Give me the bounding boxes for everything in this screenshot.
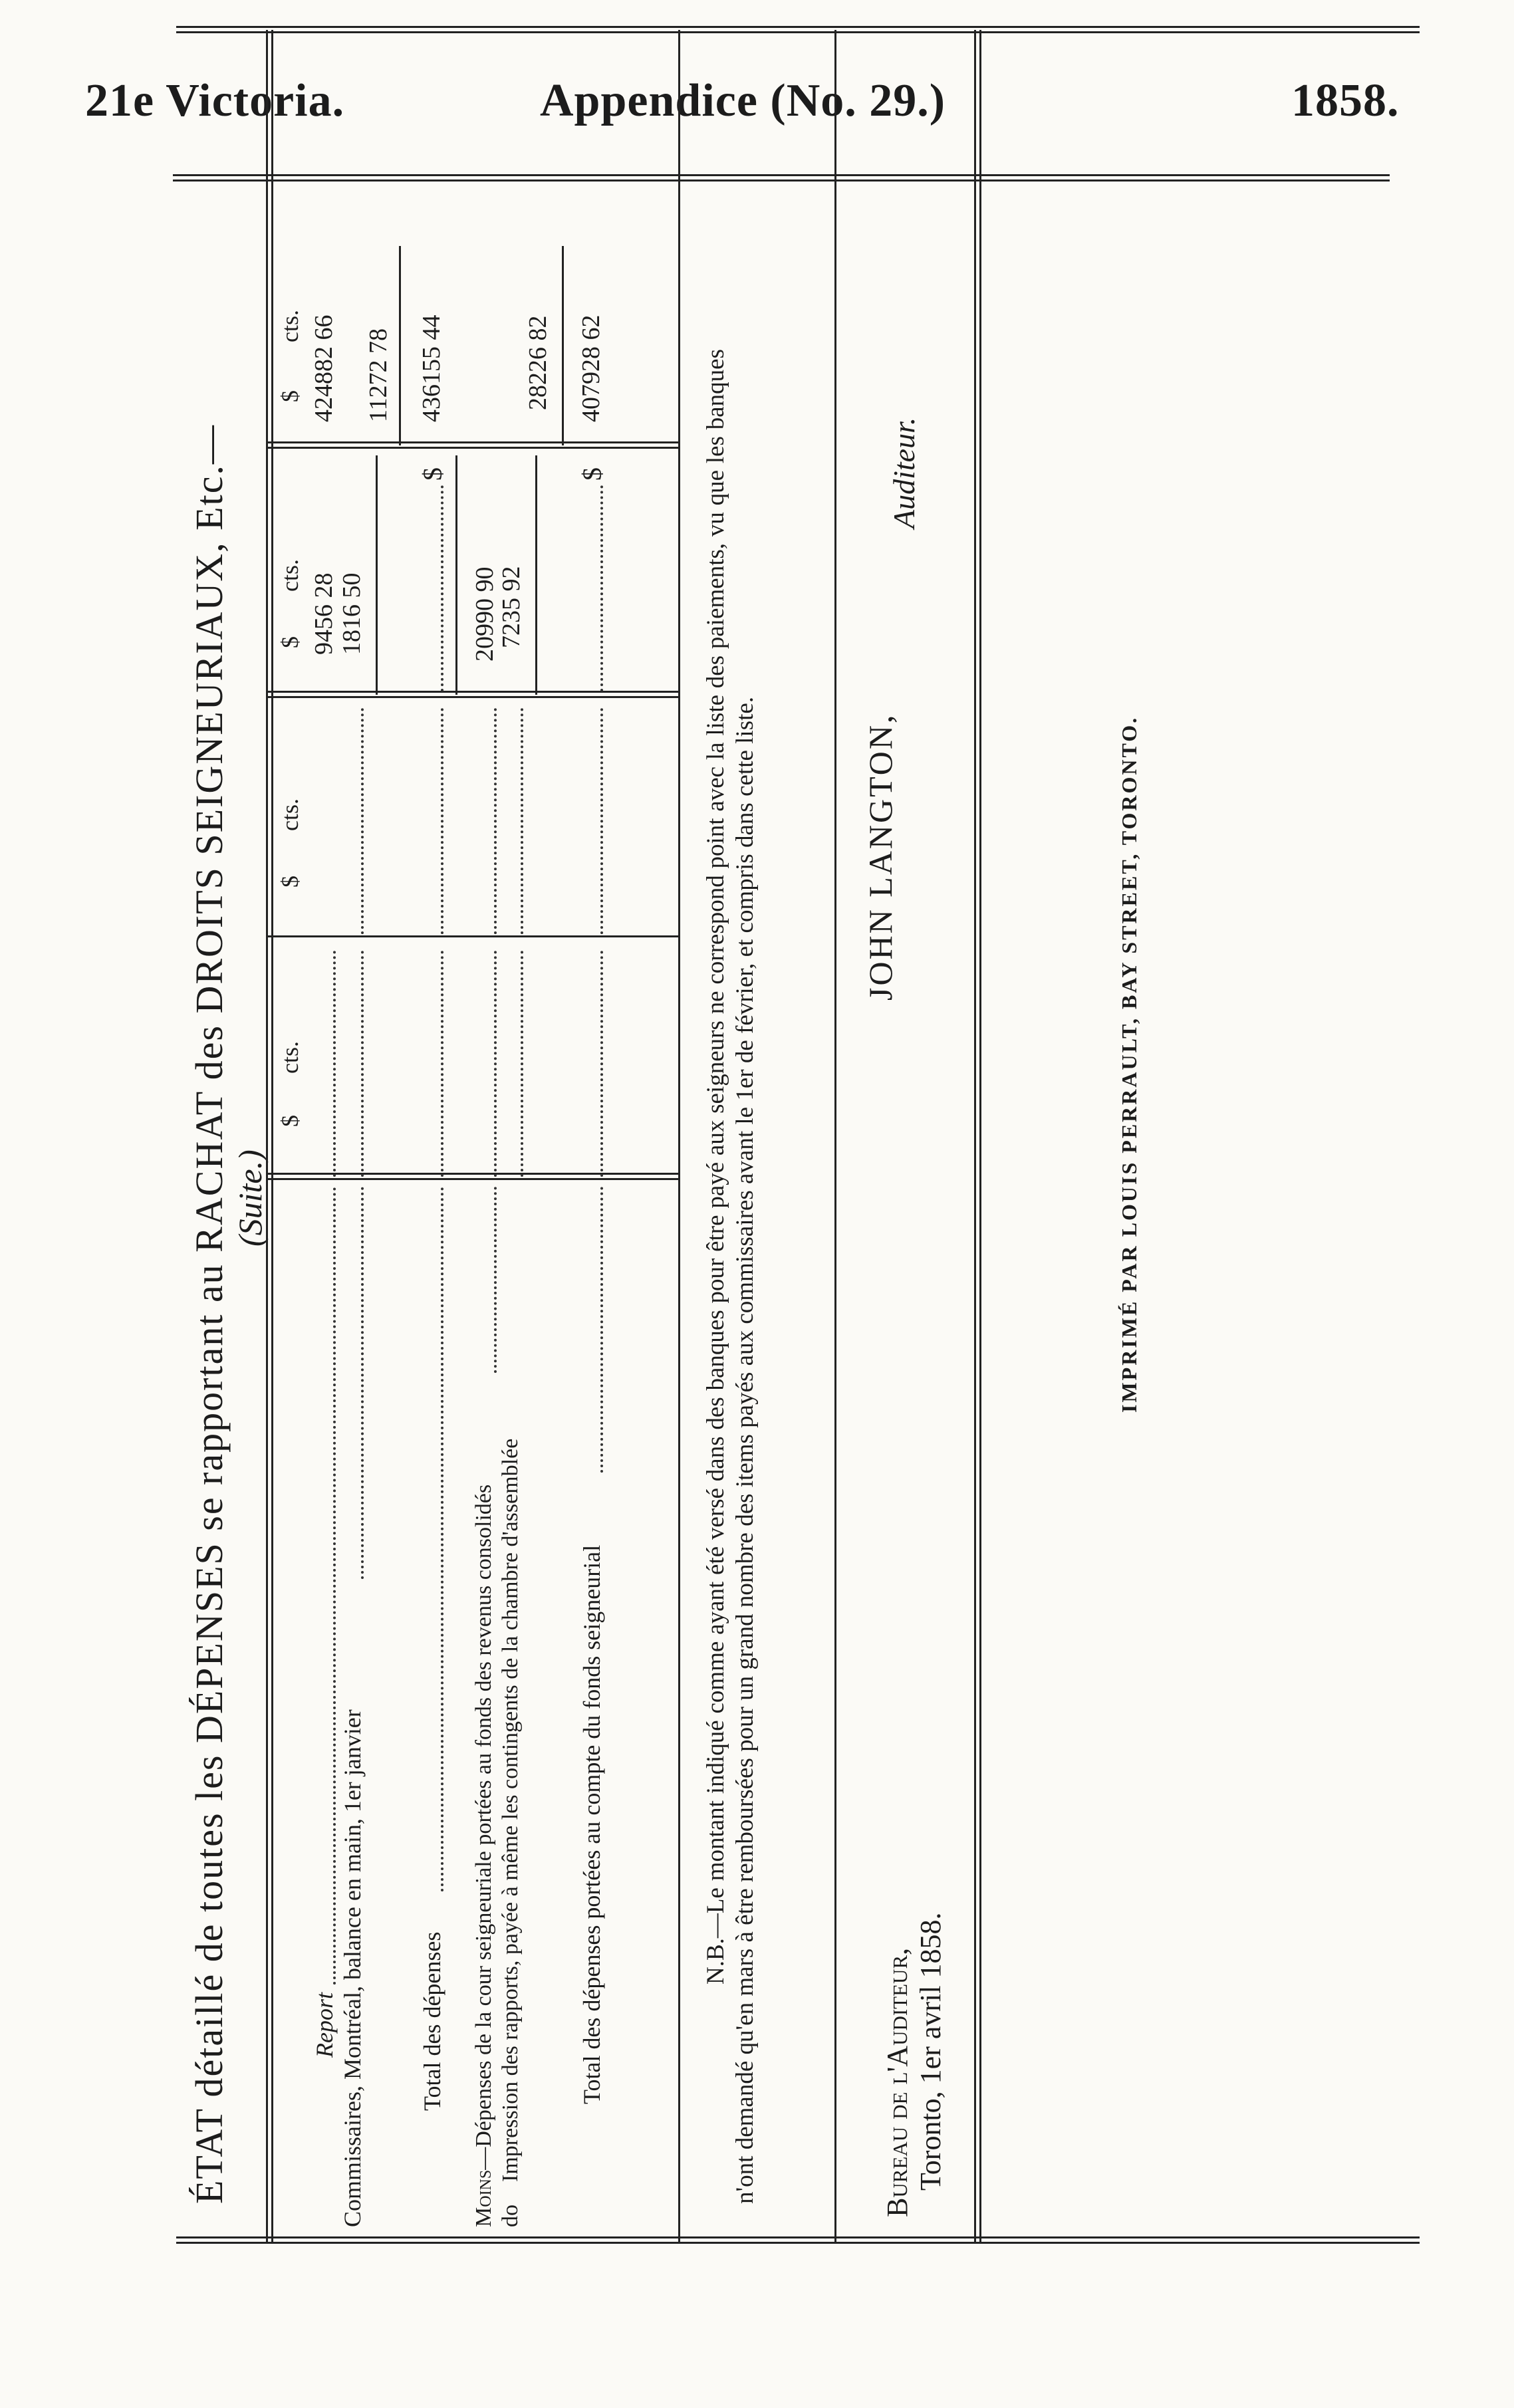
page-left-rule [176,2236,1420,2244]
row-total-depenses-c4: 436155 44 [418,314,445,422]
printer-imprint: IMPRIMÉ PAR LOUIS PERRAULT, BAY STREET, TORONTO. [1117,715,1141,1413]
leader-dots [494,951,497,1177]
signatory-role: Auditeur. [887,417,921,529]
leader-dots [441,1187,443,1891]
col1-cts: cts. [277,1041,303,1074]
row-report-c3: 9456 28 [310,572,338,655]
header-center: Appendice (No. 29.) [540,75,946,126]
row-impression-c3: 7235 92 [497,566,525,648]
imprint-rule [974,30,981,2244]
leader-dots [361,951,364,1177]
header-left: 21e Victoria. [85,75,345,126]
leader-dots [494,1187,497,1373]
bureau-line2: Toronto, 1er avril 1858. [914,1912,947,2191]
bureau-line1: Bureau de l'Auditeur, [881,1947,914,2217]
leader-dots [600,951,603,1177]
row-total-depenses-dollar: $ [418,467,447,481]
leader-dots [361,1187,364,1579]
row-impression-prefix: do [498,2205,523,2227]
leader-dots [333,951,336,1177]
row-moins-prefix: Moins— [471,2147,496,2227]
subtotal-rule [535,455,537,695]
subtotal-rule [399,246,401,445]
col-sep-1 [268,1173,680,1180]
section-rule [455,455,457,695]
leader-dots [333,1187,336,1985]
signatory-name: JOHN LANGTON, [862,713,899,1001]
title-text: ÉTAT détaillé de toutes les DÉPENSES se rapportant au RACHAT des DROITS SEIGNEURIAUX, Etc.— [188,424,231,2204]
table-top-rule [266,30,273,2244]
col2-dollar: $ [277,876,303,888]
leader-dots [441,708,443,934]
title-suite: (Suite.) [231,1149,269,1247]
col4-dollar: $ [277,390,303,402]
leader-dots [441,951,443,1177]
page-right-rule [176,26,1420,33]
note-text: N.B.—Le montant indiqué comme ayant été versé dans des banques pour être payé aux seigneurs ne correspond point avec la liste des paiements, vu que les banques n'ont demandé qu'en mars à être remboursées pour un grand nombre des items payés aux commissaires avant le 1er de février, et compris dans cette liste. [702,349,759,2204]
bureau-block [881,1913,947,2218]
leader-dots [600,485,603,691]
col3-cts: cts. [277,559,303,592]
col1-dollar: $ [277,1115,303,1127]
row-total-fonds-dollar: $ [577,467,607,481]
row-commissaires-c4: 11272 78 [364,328,392,422]
leader-dots [494,708,497,934]
col-sep-4 [268,441,680,449]
leader-dots [441,485,443,691]
col-sep-2 [268,935,680,937]
row-moins-c3: 20990 90 [471,566,499,662]
col2-cts: cts. [277,798,303,831]
row-report-c4: 424882 66 [310,314,338,422]
note-paragraph [701,349,760,2204]
row-moins-text [471,1485,497,2227]
header-right: 1858. [1291,75,1400,126]
subtotal-rule [376,455,378,695]
leader-dots [521,708,523,934]
table-title [189,369,231,2204]
table-bottom-rule [678,30,680,2244]
leader-dots [600,708,603,934]
row-total-fonds-c4: 407928 62 [577,314,605,422]
leader-dots [361,708,364,934]
col-sep-3 [268,691,680,698]
row-commissaires-c3: 1816 50 [338,572,366,655]
row-total-depenses-label: Total des dépenses [419,1931,445,2111]
row-report-label: Report [311,1992,338,2058]
subtotal-rule [562,246,564,445]
leader-dots [600,1187,603,1473]
note-rule [834,30,836,2244]
col4-cts: cts. [277,310,303,342]
row-impression-label: Impression des rapports, payée à même les contingents de la chambre d'assemblée [498,1438,523,2182]
col3-dollar: $ [277,636,303,648]
row-commissaires-label: Commissaires, Montréal, balance en main, 1er janvier [339,1709,366,2227]
rotated-page-content [176,23,1420,2257]
leader-dots [521,951,523,1177]
row-impression-c4: 28226 82 [524,315,552,410]
row-impression-text [498,1439,523,2227]
row-moins-label: Dépenses de la cour seigneuriale portées au fonds des revenus consolidés [471,1484,496,2147]
row-total-fonds-label: Total des dépenses portées au compte du fonds seigneurial [578,1544,605,2104]
